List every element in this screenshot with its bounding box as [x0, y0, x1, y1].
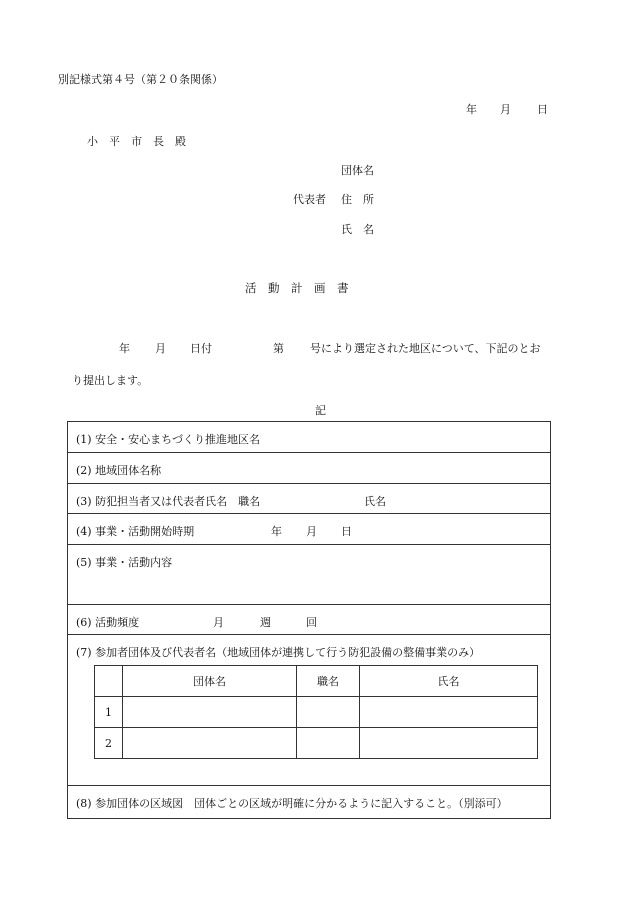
body-line1-rest: 号により選定された地区について、下記のとお — [310, 342, 541, 355]
body-line2: り提出します。 — [72, 374, 149, 387]
frequency-week: 週 — [260, 616, 271, 629]
body-day: 日付 — [190, 342, 212, 355]
date-day: 日 — [537, 103, 548, 116]
org-name-label: 団体名 — [341, 164, 374, 177]
body-no-prefix: 第 — [273, 342, 284, 355]
frequency-label: (6) 活動頻度 — [76, 616, 140, 629]
title-cell — [297, 697, 360, 728]
org-cell — [123, 728, 297, 759]
start-month: 月 — [306, 525, 317, 538]
document-title: 活 動 計 画 書 — [245, 281, 349, 295]
area-map-label: (8) 参加団体の区域図 団体ごとの区域が明確に分かるように記入すること。（別添可） — [76, 797, 508, 810]
date-year: 年 — [466, 103, 477, 116]
title-cell — [297, 728, 360, 759]
row-org-name — [68, 453, 550, 484]
participants-name-header: 氏名 — [360, 666, 538, 697]
officer-name-label: 氏名 — [364, 495, 386, 508]
org-cell — [123, 697, 297, 728]
representative-label: 代表者 — [293, 193, 326, 206]
participants-index-header — [95, 666, 123, 697]
participants-label: (7) 参加者団体及び代表者名（地域団体が連携して行う防犯設備の整備事業のみ） — [76, 646, 481, 659]
officer-label: (3) 防犯担当者又は代表者氏名 職名 — [76, 495, 261, 508]
table-row — [95, 697, 538, 728]
body-month: 月 — [155, 342, 166, 355]
activity-content-label: (5) 事業・活動内容 — [76, 556, 173, 569]
row-area-map — [68, 786, 550, 818]
participants-table — [94, 665, 538, 759]
district-label: (1) 安全・安心まちづくり推進地区名 — [76, 433, 260, 446]
addressee: 小 平 市 長 殿 — [87, 135, 186, 148]
row-district — [68, 422, 550, 453]
name-label: 氏 名 — [341, 223, 374, 236]
participants-header-row — [95, 666, 538, 697]
row-start-date — [68, 514, 550, 545]
body-year: 年 — [119, 342, 130, 355]
form-number: 別記様式第４号（第２０条関係） — [58, 73, 223, 86]
name-cell — [360, 697, 538, 728]
row-crime-officer — [68, 484, 550, 514]
table-row — [95, 728, 538, 759]
participants-title-header: 職名 — [297, 666, 360, 697]
start-day: 日 — [341, 525, 352, 538]
row-number: 1 — [95, 697, 123, 728]
ki-heading: 記 — [315, 404, 326, 417]
row-number: 2 — [95, 728, 123, 759]
start-year: 年 — [271, 525, 282, 538]
org-name-item-label: (2) 地域団体名称 — [76, 464, 162, 477]
participants-org-header: 団体名 — [123, 666, 297, 697]
row-frequency — [68, 605, 550, 635]
frequency-month: 月 — [213, 616, 224, 629]
start-date-label: (4) 事業・活動開始時期 — [76, 525, 195, 538]
row-participants — [68, 635, 550, 786]
date-month: 月 — [500, 103, 511, 116]
activity-form-table — [67, 421, 551, 819]
row-activity-content — [68, 545, 550, 605]
frequency-times: 回 — [306, 616, 317, 629]
name-cell — [360, 728, 538, 759]
address-label: 住 所 — [341, 193, 374, 206]
